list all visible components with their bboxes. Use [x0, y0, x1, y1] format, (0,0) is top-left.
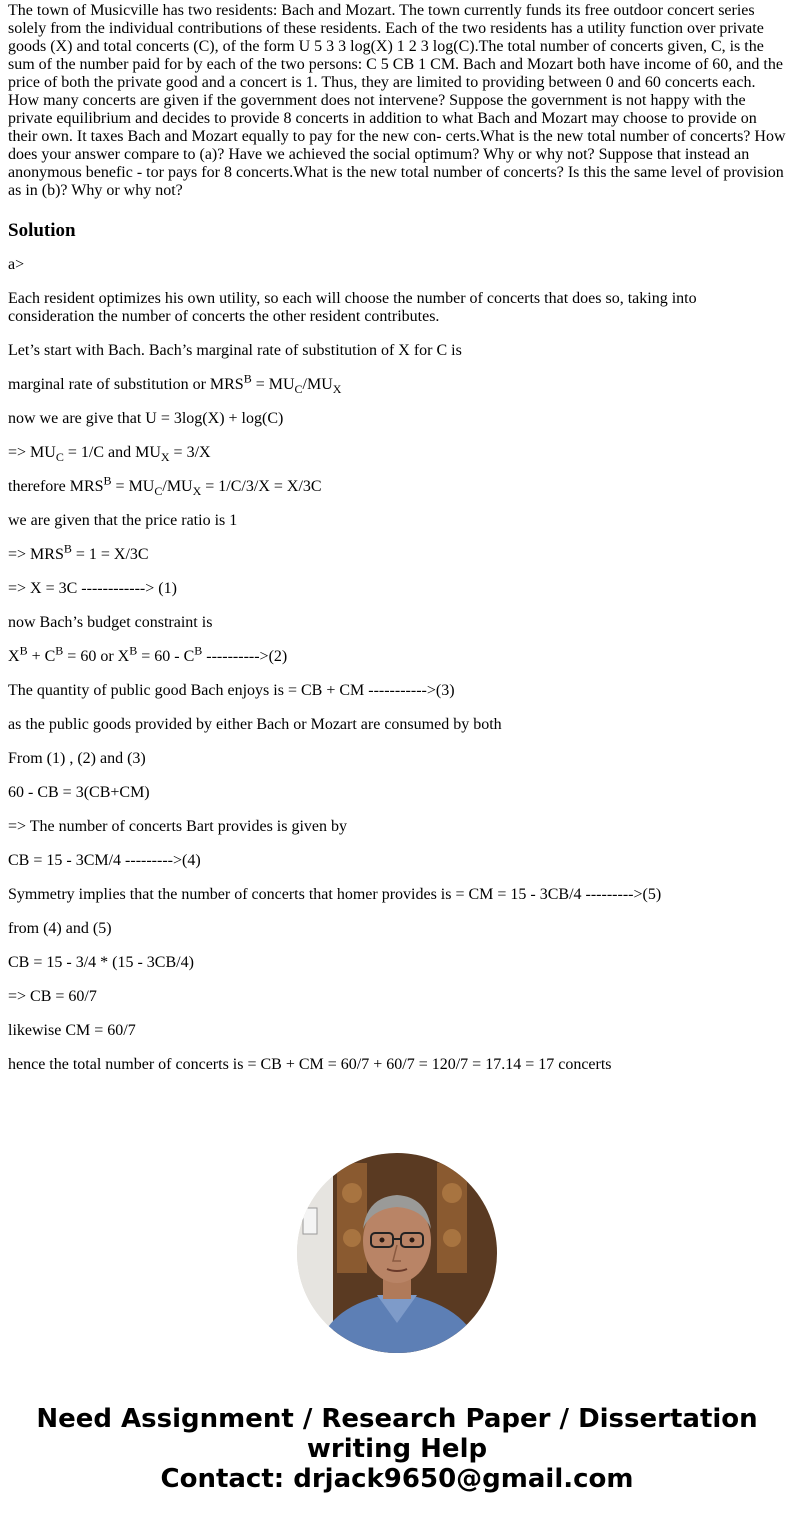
superscript-b: B — [55, 643, 64, 658]
mrs-equation-line — [8, 541, 786, 564]
therefore-mrs-text: = 1/C/3/X = X/3C — [201, 478, 322, 495]
part-a-label: a> — [8, 256, 25, 273]
equation-2-text: = 60 or X — [63, 648, 130, 665]
superscript-b: B — [103, 473, 112, 488]
superscript-b: B — [194, 643, 203, 658]
subscript-x: X — [160, 450, 170, 465]
bart-provides-line: => The number of concerts Bart provides is given by — [8, 818, 348, 835]
superscript-b: B — [63, 541, 72, 556]
mrs-definition — [8, 371, 786, 397]
equation-4: CB = 15 - 3CM/4 --------->(4) — [8, 852, 201, 869]
marginal-utility-text: => MU — [8, 444, 56, 461]
superscript-b: B — [19, 643, 28, 658]
equation-5: Symmetry implies that the number of concerts that homer provides is = CM = 15 - 3CB/4 --------->(5) — [8, 886, 662, 903]
subscript-c: C — [55, 450, 64, 465]
price-ratio-line: we are given that the price ratio is 1 — [8, 512, 238, 529]
total-concerts-line: hence the total number of concerts is = CB + CM = 60/7 + 60/7 = 120/7 = 17.14 = 17 concerts — [8, 1056, 612, 1073]
subscript-x: X — [192, 484, 202, 499]
mrs-definition-text: /MU — [302, 376, 333, 393]
mrs-definition-text: marginal rate of substitution or MRS — [8, 376, 244, 393]
subscript-c: C — [294, 382, 303, 397]
mrs-definition-text: = MU — [251, 376, 295, 393]
superscript-b: B — [243, 371, 252, 386]
therefore-mrs-text: /MU — [162, 478, 193, 495]
cm-value-line: likewise CM = 60/7 — [8, 1022, 136, 1039]
budget-constraint-intro: now Bach’s budget constraint is — [8, 614, 213, 631]
superscript-b: B — [129, 643, 138, 658]
mrs-equation-text: => MRS — [8, 546, 64, 563]
author-avatar — [297, 1153, 497, 1353]
question-text: The town of Musicville has two residents: Bach and Mozart. The town currently funds its free outdoor concert series solely from the individual contributions of these residents. Each of the two residents has a utility function over private goods (X) and total concerts (C), of the form U 5 3 3 log(X) 1 2 3 log(C).The total number of concerts given, C, is the sum of the number paid for by each of the two persons: C 5 CB 1 CM. Bach and Mozart both have income of 60, and the price of both the private good and a concert is 1. Thus, they are limited to providing between 0 and 60 concerts each. How many concerts are given if the government does not intervene? Suppose the government is not happy with the private equilibrium and decides to provide 8 concerts in addition to what Bach and Mozart may choose to provide on their own. It taxes Bach and Mozart equally to pay for the new con- certs.What is the new total number of concerts? How does your answer compare to (a)? Have we achieved the social optimum? Why or why not? Suppose that instead an anonymous benefic - tor pays for 8 concerts.What is the new total number of concerts? Is this the same level of provision as in (b)? Why or why not? — [8, 2, 786, 199]
subscript-x: X — [332, 382, 342, 397]
contact-banner — [0, 1404, 794, 1494]
marginal-utility-text: = 3/X — [169, 444, 211, 461]
from-1-2-3-line: From (1) , (2) and (3) — [8, 750, 146, 767]
equation-2 — [8, 643, 786, 666]
therefore-mrs-text: therefore MRS — [8, 478, 104, 495]
cb-value-line: => CB = 60/7 — [8, 988, 97, 1005]
subscript-c: C — [154, 484, 163, 499]
equation-2-text: + C — [27, 648, 56, 665]
banner-contact-line: Contact: drjack9650@gmail.com — [160, 1464, 634, 1494]
therefore-mrs-line — [8, 473, 786, 499]
banner-line-2: writing Help — [306, 1434, 488, 1464]
marginal-utility-line — [8, 444, 786, 465]
consumed-both-line: as the public goods provided by either Bach or Mozart are consumed by both — [8, 716, 502, 733]
solution-paragraph-optimizes: Each resident optimizes his own utility, so each will choose the number of concerts that does so, taking into consideration the number of concerts the other resident contributes. — [8, 290, 697, 325]
mrs-equation-text: = 1 = X/3C — [71, 546, 149, 563]
substitution-line: CB = 15 - 3/4 * (15 - 3CB/4) — [8, 954, 194, 971]
equation-2-text: X — [8, 648, 20, 665]
utility-function-line: now we are give that U = 3log(X) + log(C) — [8, 410, 284, 427]
solution-paragraph-start-bach: Let’s start with Bach. Bach’s marginal rate of substitution of X for C is — [8, 342, 462, 359]
equation-1: => X = 3C ------------> (1) — [8, 580, 177, 597]
banner-line-1: Need Assignment / Research Paper / Dissertation — [36, 1404, 758, 1434]
solution-heading: Solution — [8, 220, 76, 241]
equation-2-text: = 60 - C — [137, 648, 195, 665]
from-4-5-line: from (4) and (5) — [8, 920, 112, 937]
therefore-mrs-text: = MU — [111, 478, 155, 495]
equation-3: The quantity of public good Bach enjoys is = CB + CM ----------->(3) — [8, 682, 455, 699]
sixty-equation-line: 60 - CB = 3(CB+CM) — [8, 784, 150, 801]
equation-2-text: ---------->(2) — [202, 648, 288, 665]
marginal-utility-text: = 1/C and MU — [63, 444, 161, 461]
author-portrait-image — [297, 1153, 497, 1353]
